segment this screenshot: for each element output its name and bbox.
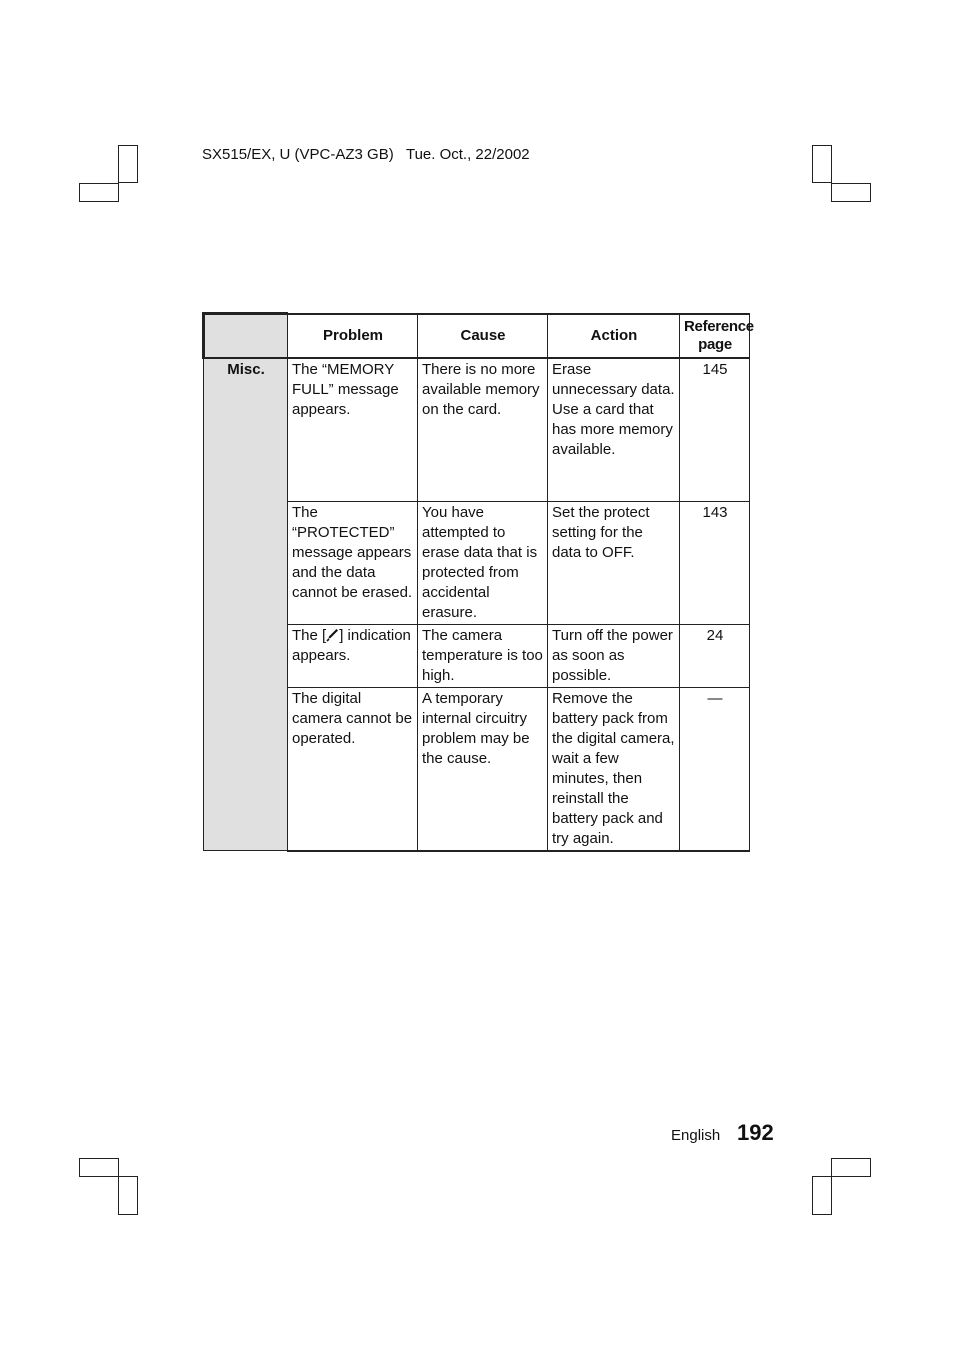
action-cell xyxy=(548,358,680,501)
action-cell: Turn off the power as soon as possible. xyxy=(548,624,680,687)
table-row xyxy=(204,358,750,501)
reference-page-cell: — xyxy=(680,687,750,851)
reference-page-cell: 24 xyxy=(680,624,750,687)
table-header-row xyxy=(204,314,750,359)
problem-cell xyxy=(288,624,418,687)
troubleshooting-table xyxy=(202,312,754,852)
cause-cell: A temporary internal circuitry problem may be the cause. xyxy=(418,687,548,851)
crop-mark-bottom-right-vertical xyxy=(812,1176,832,1215)
action-text: Erase unnecessary data. xyxy=(552,361,675,398)
cause-cell: You have attempted to erase data that is protected from accidental erasure. xyxy=(418,501,548,624)
reference-page-column-header xyxy=(680,314,754,359)
cause-column-header: Cause xyxy=(418,314,548,359)
page-number: 192 xyxy=(737,1120,774,1145)
reference-page-cell: 145 xyxy=(680,358,750,501)
crop-mark-top-left-horizontal xyxy=(79,183,119,202)
problem-text: ] indication appears. xyxy=(292,626,411,664)
problem-column-header: Problem xyxy=(288,314,418,359)
header-corner-cell xyxy=(204,314,288,359)
crop-mark-bottom-left-vertical xyxy=(118,1176,138,1215)
problem-cell: The digital camera cannot be operated. xyxy=(288,687,418,851)
reference-header-line2: page xyxy=(698,335,732,353)
reference-header-line1: Reference xyxy=(684,317,754,335)
problem-text: The [ xyxy=(292,626,327,644)
cause-cell: There is no more available memory on the card. xyxy=(418,358,548,501)
footer-language: English xyxy=(671,1127,721,1144)
section-label-misc: Misc. xyxy=(204,358,288,851)
problem-cell: The “PROTECTED” message appears and the data cannot be erased. xyxy=(288,501,418,624)
crop-mark-top-right-horizontal xyxy=(831,183,871,202)
action-text: Use a card that has more memory available. xyxy=(552,401,673,458)
cause-cell: The camera temperature is too high. xyxy=(418,624,548,687)
document-header xyxy=(202,146,530,163)
action-cell: Remove the battery pack from the digital camera, wait a few minutes, then reinstall the battery pack and try again. xyxy=(548,687,680,851)
action-column-header: Action xyxy=(548,314,680,359)
action-cell: Set the protect setting for the data to OFF. xyxy=(548,501,680,624)
crop-mark-bottom-left-horizontal xyxy=(79,1158,119,1177)
model-code: SX515/EX, U (VPC-AZ3 GB) xyxy=(202,146,394,163)
crop-mark-top-right-vertical xyxy=(812,145,832,183)
crop-mark-top-left-vertical xyxy=(118,145,138,183)
problem-cell: The “MEMORY FULL” message appears. xyxy=(288,358,418,501)
thermometer-warning-icon xyxy=(326,628,339,642)
crop-mark-bottom-right-horizontal xyxy=(831,1158,871,1177)
print-date: Tue. Oct., 22/2002 xyxy=(405,146,530,163)
reference-page-cell: 143 xyxy=(680,501,750,624)
